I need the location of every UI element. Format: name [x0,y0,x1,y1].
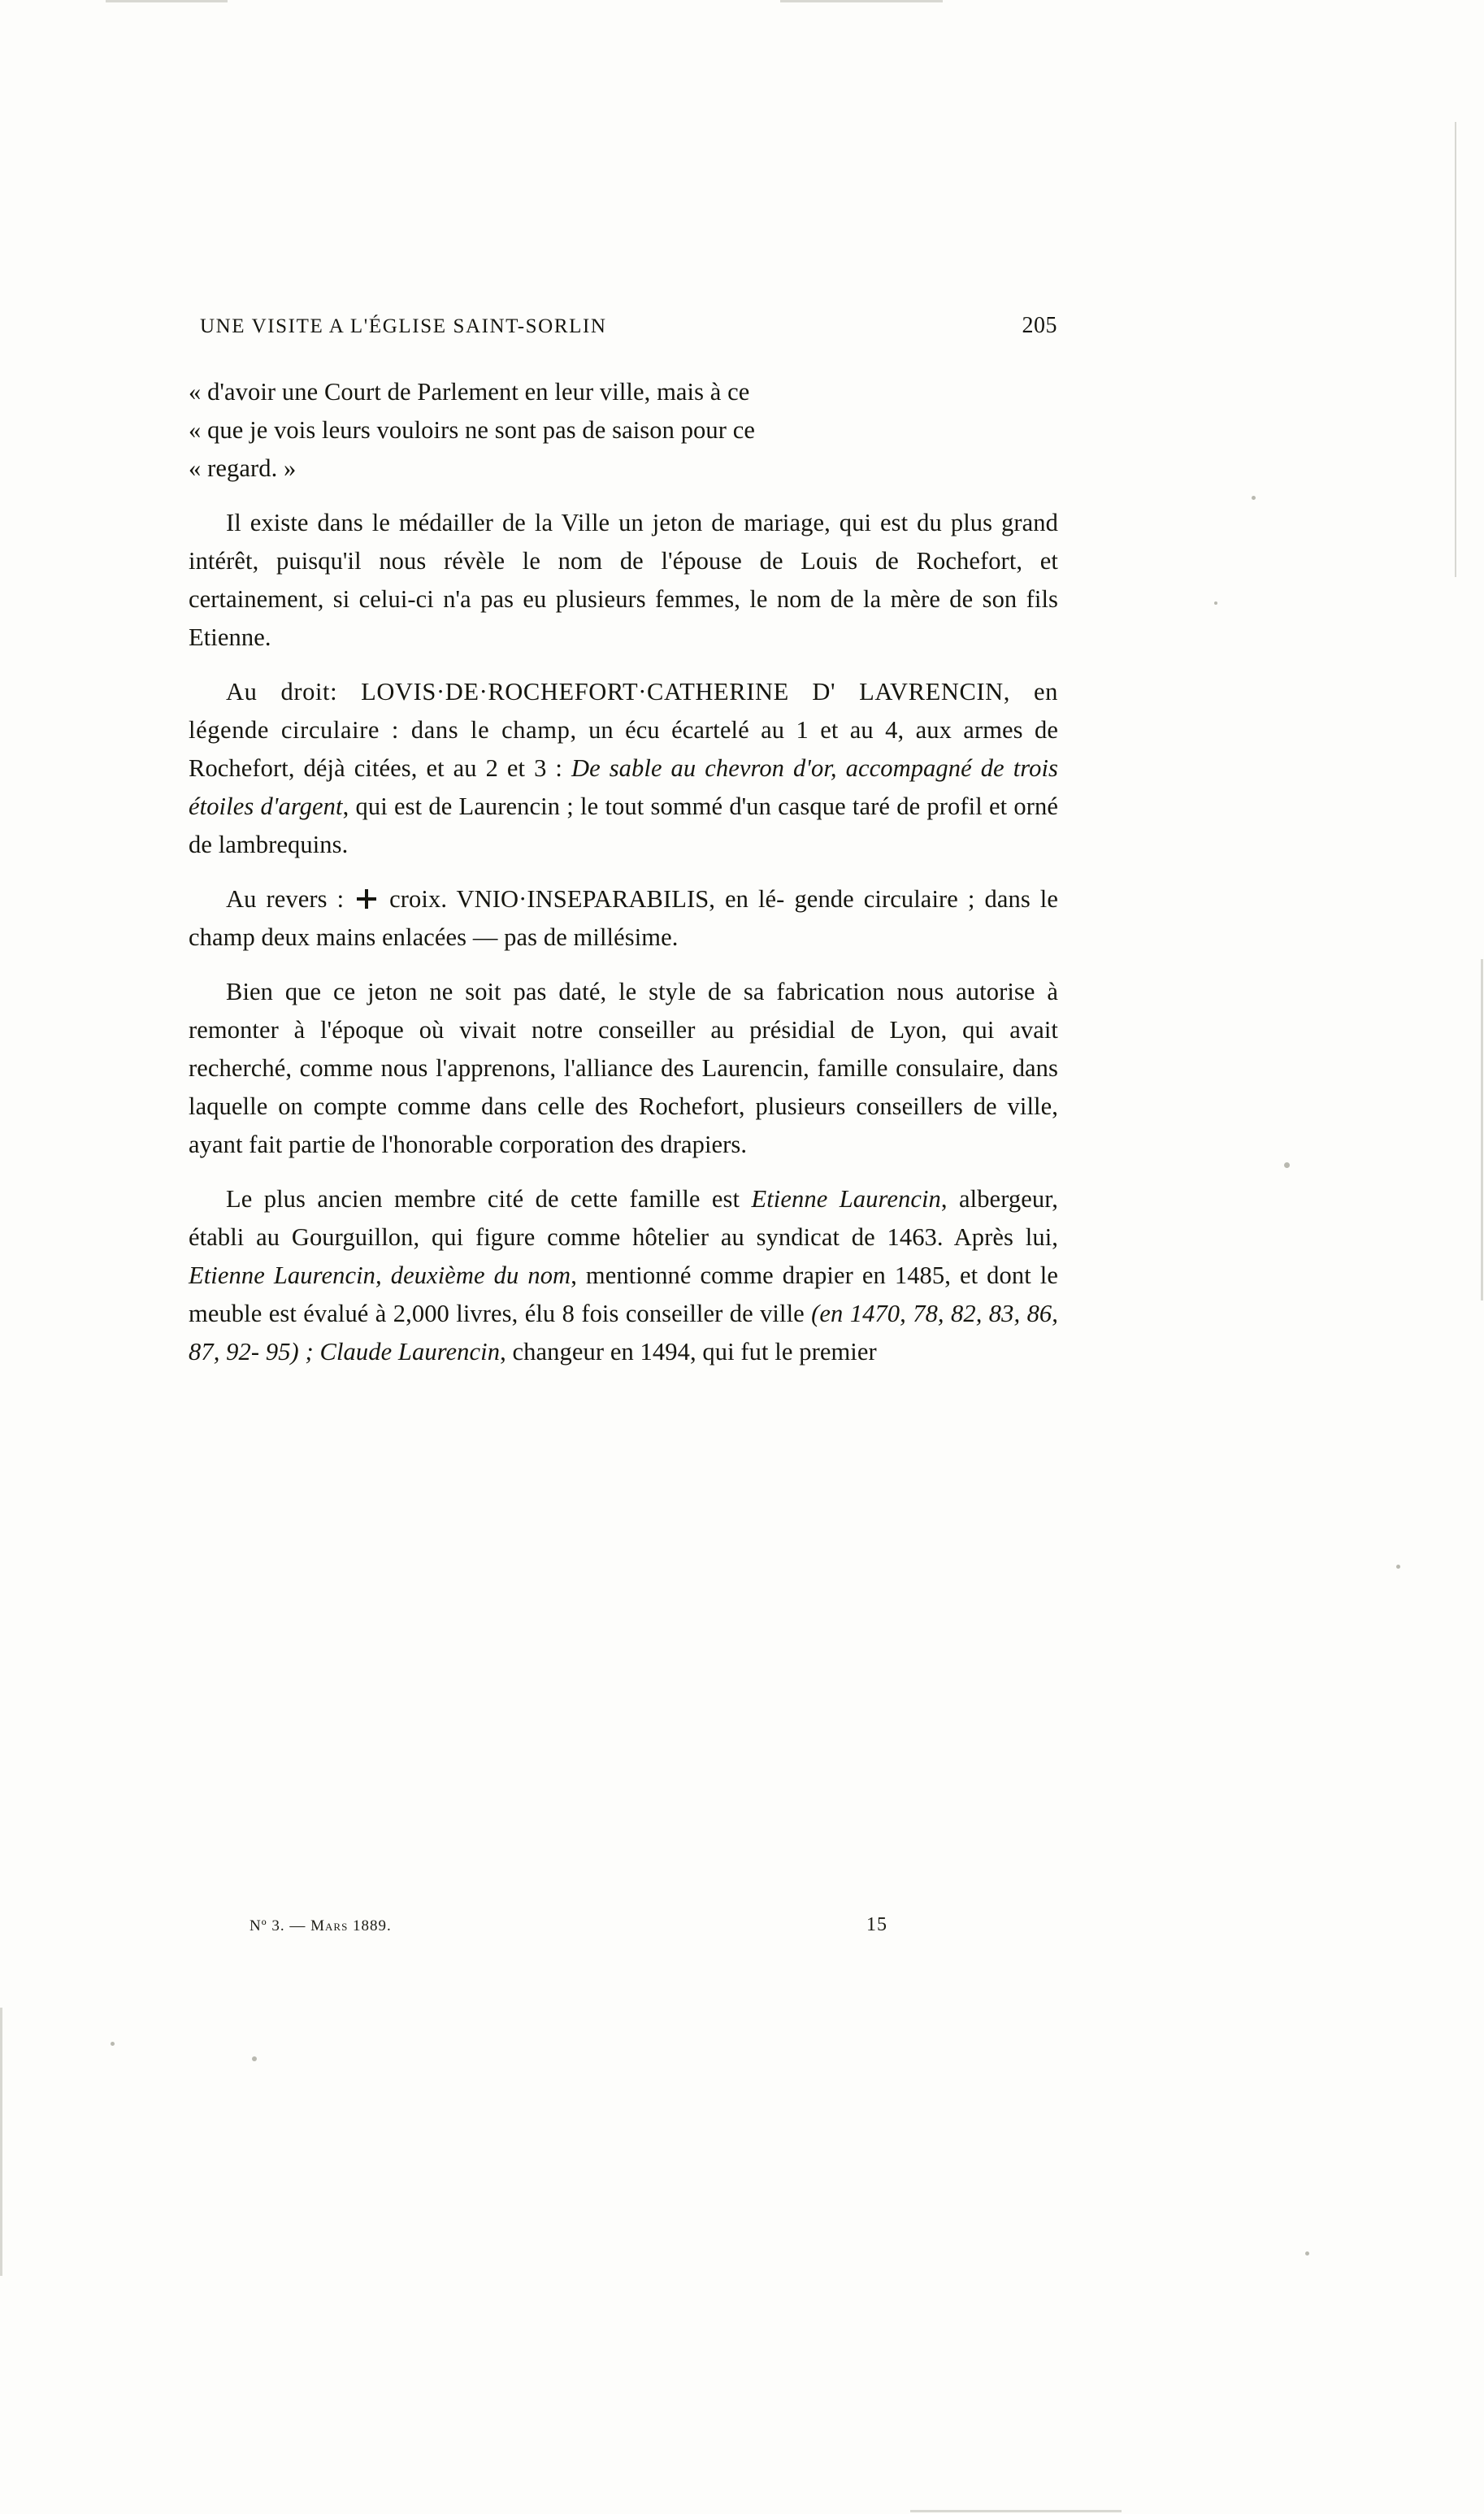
page-text-block [189,313,1058,1387]
name-italic-4: Laurencin, deuxième du nom [273,1261,571,1289]
paragraph-fabrication [189,973,1058,1164]
scan-speck [111,2042,115,2046]
name-italic-1: Etienne [751,1185,828,1213]
name-italic-5: 95) ; Claude Laurencin [265,1338,501,1366]
scan-edge-mark [1481,959,1483,1300]
paragraph-quote-line-3: « regard. » [189,454,297,482]
name-italic-3: Etienne [189,1261,265,1289]
text-run: , changeur en 1494, qui fut le premier [500,1338,877,1366]
paragraph-quote-line-1: « d'avoir une Court de Parlement en leur ville, mais à ce [189,378,750,406]
text-run: , qui est de Laurencin ; le tout sommé [342,792,723,820]
paragraph-revers [189,880,1058,957]
dates-italic: (en 1470, 78, 82, 83, 86, 87, 92- [189,1300,1058,1366]
text-run: comme hôtelier au syndicat de 1463. Après lui, [547,1223,1058,1251]
text-run: 8 fois conseiller de ville [562,1300,812,1327]
scan-speck [1252,496,1256,500]
signature-mark: 15 [866,1914,887,1935]
text-run: d'un casque taré de profil et orné de lambrequins. [189,792,1058,858]
scan-speck [1214,601,1217,605]
paragraph-jeton-intro [189,504,1058,657]
text-run: un écu écartelé au 1 et au 4, aux armes de Rochefort, déjà [189,716,1058,782]
blazon-italic-2: trois étoiles d'argent [189,754,1058,820]
scan-speck [1305,2251,1309,2256]
running-head [200,313,1057,339]
paragraph-quote-line-2: « que je vois leurs vouloirs ne sont pas de saison pour ce [189,416,756,444]
scan-edge-mark [1455,122,1456,577]
paragraph-droit [189,673,1058,864]
text-run: Bien que ce jeton ne soit pas daté, le style de sa fabrication nous autorise à remonter à l'époque où vivait notre conseiller au présidial de Lyon, qui avait recherché, comme nous l'apprenons, l'alliance des Laurencin, famille consulaire, dans laquelle on compte comme dans celle des Rochefort, plusieurs conseillers de ville, ayant fait partie de l'honorable corporation des drapiers. [189,978,1058,1158]
scan-edge-mark [780,0,943,2]
name-italic-2: Laurencin [839,1185,941,1213]
scan-edge-mark [910,2510,1122,2512]
scan-edge-mark [0,2008,2,2276]
scan-speck [1284,1162,1290,1168]
quoted-passage [189,373,1058,488]
text-run: Il existe dans le médailler de la Ville un jeton de mariage, qui est du plus grand intérêt, puisqu'il nous révèle le nom de l'épouse de Louis de Rochefort, et certainement, si celui-ci n'a pas eu plusieurs femmes, le nom de la mère de son fils Etienne. [189,509,1058,651]
page-footer [189,1914,1058,1936]
text-run: citées, et au 2 et 3 : [354,754,571,782]
text-run: croix. VNIO·INSEPARABILIS, en lé- [380,885,785,913]
paragraph-laurencin [189,1180,1058,1371]
text-run: 1485, et dont le meuble est évalué à 2,000 livres, élu [189,1261,1058,1327]
page-number: 205 [1022,313,1057,338]
issue-line: Nº 3. — Mars 1889. [250,1917,392,1934]
text-run: Au revers : [226,885,354,913]
text-run: , mentionné comme drapier en [571,1261,886,1289]
cross-icon [356,888,377,910]
text-run: Au droit: LOVIS·DE·ROCHEFORT·CATHERINE [226,678,789,706]
text-run: pas de millésime. [504,923,679,951]
scan-speck [252,2056,257,2061]
text-run: gende circulaire ; dans le champ deux mains enlacées — [189,885,1058,951]
scan-edge-mark [106,0,228,2]
running-head-title: UNE VISITE A L'ÉGLISE SAINT-SORLIN [200,315,607,337]
text-run: D' LAVRENCIN, en légende circulaire : dans le champ, [189,678,1058,744]
text-run: , albergeur, établi au Gourguillon, qui figure [189,1185,1058,1251]
blazon-italic-1: De sable au chevron d'or, accompagné de [571,754,1005,782]
text-run: Le plus ancien membre cité de cette famille est [226,1185,752,1213]
scan-speck [1396,1565,1400,1569]
